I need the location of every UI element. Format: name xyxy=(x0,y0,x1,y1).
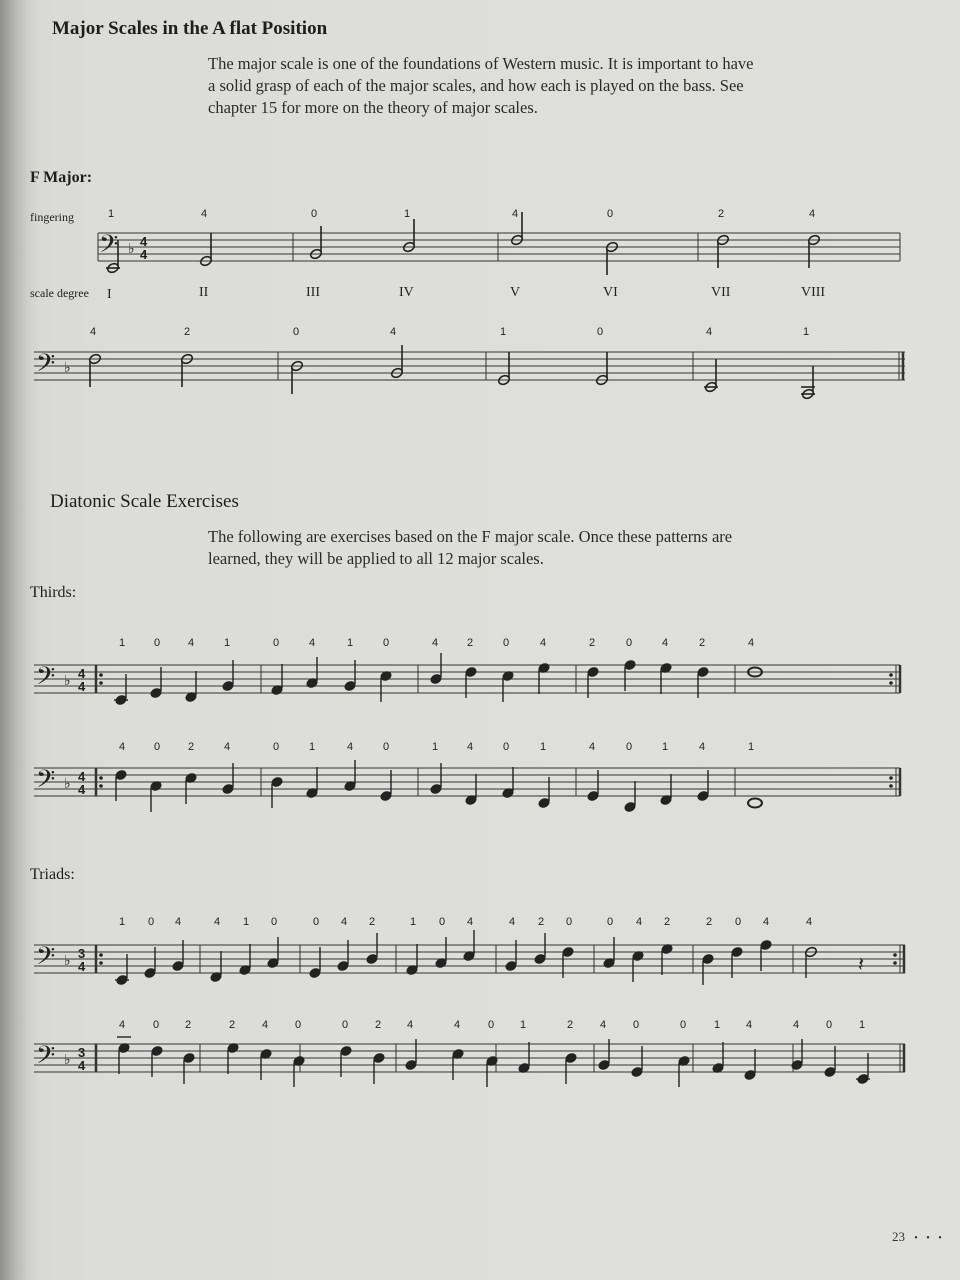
fingering-number: 4 xyxy=(224,741,231,753)
scale-degree: IV xyxy=(399,285,414,300)
fingering-number: 0 xyxy=(273,637,280,649)
fingering-number: 1 xyxy=(520,1019,527,1031)
fingering-number: 0 xyxy=(607,916,614,928)
fingering-number: 4 xyxy=(509,916,516,928)
fingering-number: 4 xyxy=(119,1019,126,1031)
svg-text:𝄢: 𝄢 xyxy=(36,1042,56,1075)
fingering-number: 0 xyxy=(295,1019,302,1031)
fingering-number: 0 xyxy=(271,916,278,928)
fingering-number: 0 xyxy=(342,1019,349,1031)
fingering-number: 0 xyxy=(826,1019,833,1031)
thirds-label: Thirds: xyxy=(30,584,77,601)
fingering-number: 0 xyxy=(383,741,390,753)
fingering-number: 4 xyxy=(746,1019,753,1031)
fingering-number: 0 xyxy=(680,1019,687,1031)
fingering-number: 2 xyxy=(664,916,671,928)
fingering-number: 1 xyxy=(410,916,417,928)
svg-text:4: 4 xyxy=(78,782,86,797)
fingering-number: 4 xyxy=(589,741,596,753)
key-signature-flat-icon xyxy=(64,359,71,375)
fingering-number: 4 xyxy=(467,741,474,753)
fingering-number: 0 xyxy=(311,208,318,220)
intro-line: a solid grasp of each of the major scales, and how each is played on the bass. See xyxy=(208,76,744,95)
fingering-number: 0 xyxy=(154,741,161,753)
intro-line: learned, they will be applied to all 12 major scales. xyxy=(208,549,544,568)
fingering-number: 0 xyxy=(313,916,320,928)
fingering-number: 0 xyxy=(153,1019,160,1031)
f-major-label: F Major: xyxy=(30,169,93,186)
svg-text:4: 4 xyxy=(78,769,86,784)
diatonic-heading: Diatonic Scale Exercises xyxy=(50,491,239,512)
key-signature-flat-icon xyxy=(64,775,71,791)
scale-degree: VIII xyxy=(801,285,826,300)
fingering-number: 1 xyxy=(243,916,250,928)
fingering-number: 2 xyxy=(229,1019,236,1031)
fingering-number: 1 xyxy=(714,1019,721,1031)
time-signature-icon xyxy=(78,1045,86,1073)
fingering-number: 2 xyxy=(184,326,191,338)
fingering-number: 4 xyxy=(600,1019,607,1031)
fingering-number: 0 xyxy=(293,326,300,338)
fingering-number: 4 xyxy=(262,1019,269,1031)
svg-text:♭: ♭ xyxy=(64,1051,71,1067)
fingering-number: 0 xyxy=(273,741,280,753)
half-notes xyxy=(106,212,821,275)
fingering-number: 2 xyxy=(375,1019,382,1031)
fingering-number: 4 xyxy=(390,326,397,338)
fingering-number: 4 xyxy=(793,1019,800,1031)
fingering-number: 0 xyxy=(626,637,633,649)
bass-clef-icon xyxy=(36,1042,55,1075)
triads-staff-1 xyxy=(0,905,960,990)
fingering-number: 2 xyxy=(188,741,195,753)
svg-text:𝄢: 𝄢 xyxy=(99,231,119,264)
fingering-number: 1 xyxy=(540,741,547,753)
time-signature-icon xyxy=(78,769,86,797)
fingering-row xyxy=(119,916,812,928)
bass-clef-icon xyxy=(99,231,118,264)
fingering-number: 4 xyxy=(806,916,813,928)
svg-text:♭: ♭ xyxy=(64,775,71,791)
fingering-number: 0 xyxy=(626,741,633,753)
fingering-number: 1 xyxy=(432,741,439,753)
fingering-number: 1 xyxy=(309,741,316,753)
diatonic-intro xyxy=(208,526,818,570)
fingering-number: 4 xyxy=(119,741,126,753)
bass-clef-icon xyxy=(36,766,55,799)
fingering-number: 0 xyxy=(383,637,390,649)
fingering-number: 1 xyxy=(404,208,411,220)
fingering-row xyxy=(119,741,754,753)
fingering-number: 4 xyxy=(636,916,643,928)
svg-text:4: 4 xyxy=(78,1058,86,1073)
fingering-number: 4 xyxy=(699,741,706,753)
fingering-label: fingering xyxy=(30,210,74,224)
quarter-notes xyxy=(115,930,818,986)
triads-label: Triads: xyxy=(30,866,75,883)
fingering-number: 4 xyxy=(341,916,348,928)
key-signature-flat-icon xyxy=(64,672,71,688)
time-signature-icon xyxy=(78,946,86,974)
fingering-number: 0 xyxy=(607,208,614,220)
intro-line: chapter 15 for more on the theory of major scales. xyxy=(208,98,538,117)
fingering-number: 4 xyxy=(90,326,97,338)
time-signature-icon xyxy=(78,666,86,694)
fingering-number: 1 xyxy=(500,326,507,338)
bass-clef-icon xyxy=(36,663,55,696)
scale-degree: V xyxy=(510,285,521,300)
fingering-number: 4 xyxy=(467,916,474,928)
fingering-number: 4 xyxy=(347,741,354,753)
svg-text:3: 3 xyxy=(78,946,86,961)
page-dots-icon: • • • xyxy=(914,1233,945,1244)
fingering-number: 0 xyxy=(148,916,155,928)
fingering-number: 2 xyxy=(538,916,545,928)
fingering-number: 4 xyxy=(540,637,547,649)
key-signature-flat-icon xyxy=(128,240,135,256)
fingering-number: 4 xyxy=(809,208,816,220)
fingering-number: 2 xyxy=(706,916,713,928)
fingering-number: 0 xyxy=(597,326,604,338)
fingering-number: 0 xyxy=(154,637,161,649)
svg-text:𝄢: 𝄢 xyxy=(36,663,56,696)
fingering-number: 4 xyxy=(763,916,770,928)
fingering-number: 1 xyxy=(119,637,126,649)
svg-text:𝄢: 𝄢 xyxy=(36,766,56,799)
fingering-number: 4 xyxy=(175,916,182,928)
svg-text:4: 4 xyxy=(78,666,86,681)
fingering-number: 0 xyxy=(439,916,446,928)
svg-text:3: 3 xyxy=(78,1045,86,1060)
fingering-number: 2 xyxy=(185,1019,192,1031)
svg-text:𝄢: 𝄢 xyxy=(36,350,56,383)
fingering-number: 0 xyxy=(566,916,573,928)
fingering-number: 4 xyxy=(662,637,669,649)
fingering-number: 2 xyxy=(699,637,706,649)
fingering-number: 4 xyxy=(188,637,195,649)
fingering-number: 2 xyxy=(369,916,376,928)
fingering-number: 1 xyxy=(748,741,755,753)
fingering-number: 4 xyxy=(748,637,755,649)
svg-text:4: 4 xyxy=(78,959,86,974)
fingering-row xyxy=(108,208,815,220)
page-number-value: 23 xyxy=(892,1229,905,1244)
fingering-number: 0 xyxy=(503,741,510,753)
triads-staff-2 xyxy=(0,1010,960,1095)
fingering-row xyxy=(90,326,809,338)
fingering-number: 0 xyxy=(633,1019,640,1031)
bass-clef-icon xyxy=(36,350,55,383)
key-signature-flat-icon xyxy=(64,1051,71,1067)
svg-text:𝄢: 𝄢 xyxy=(36,943,56,976)
intro-paragraph xyxy=(208,53,818,119)
time-signature-icon xyxy=(140,234,148,262)
thirds-staff-2 xyxy=(0,738,960,818)
svg-text:4: 4 xyxy=(78,679,86,694)
f-major-staff-2 xyxy=(0,315,960,405)
scale-degree: VII xyxy=(711,285,731,300)
intro-line: The following are exercises based on the F major scale. Once these patterns are xyxy=(208,527,733,546)
scale-degree-label: scale degree xyxy=(30,286,89,300)
fingering-number: 4 xyxy=(407,1019,414,1031)
whole-note xyxy=(748,799,762,808)
fingering-number: 4 xyxy=(214,916,221,928)
fingering-number: 4 xyxy=(432,637,439,649)
scale-degree-row xyxy=(107,285,825,302)
svg-text:𝄽: 𝄽 xyxy=(858,954,865,976)
intro-line: The major scale is one of the foundations of Western music. It is important to have xyxy=(208,54,754,73)
fingering-number: 2 xyxy=(567,1019,574,1031)
fingering-number: 4 xyxy=(309,637,316,649)
f-major-staff-1 xyxy=(0,195,960,305)
scale-degree: III xyxy=(306,285,320,300)
fingering-number: 1 xyxy=(119,916,126,928)
fingering-number: 4 xyxy=(512,208,519,220)
fingering-number: 4 xyxy=(454,1019,461,1031)
fingering-number: 1 xyxy=(224,637,231,649)
svg-text:♭: ♭ xyxy=(64,359,71,375)
bass-clef-icon xyxy=(36,943,55,976)
scale-degree: I xyxy=(107,287,112,302)
half-notes xyxy=(88,345,815,400)
svg-text:♭: ♭ xyxy=(64,672,71,688)
page-number xyxy=(892,1229,945,1245)
fingering-number: 0 xyxy=(503,637,510,649)
svg-text:4: 4 xyxy=(140,247,148,262)
scale-degree: II xyxy=(199,285,209,300)
fingering-number: 1 xyxy=(108,208,115,220)
fingering-number: 1 xyxy=(662,741,669,753)
scale-degree: VI xyxy=(603,285,618,300)
fingering-row xyxy=(119,1019,865,1031)
fingering-number: 0 xyxy=(488,1019,495,1031)
fingering-number: 1 xyxy=(859,1019,866,1031)
fingering-number: 2 xyxy=(718,208,725,220)
quarter-rest-icon xyxy=(858,954,864,976)
fingering-row xyxy=(119,637,754,649)
page-title: Major Scales in the A flat Position xyxy=(52,18,328,39)
fingering-number: 2 xyxy=(467,637,474,649)
fingering-number: 1 xyxy=(347,637,354,649)
fingering-number: 4 xyxy=(706,326,713,338)
svg-text:♭: ♭ xyxy=(64,952,71,968)
svg-text:4: 4 xyxy=(140,234,148,249)
svg-text:♭: ♭ xyxy=(128,240,135,256)
fingering-number: 2 xyxy=(589,637,596,649)
fingering-number: 4 xyxy=(201,208,208,220)
fingering-number: 0 xyxy=(735,916,742,928)
fingering-number: 1 xyxy=(803,326,810,338)
thirds-staff-1 xyxy=(0,628,960,708)
key-signature-flat-icon xyxy=(64,952,71,968)
